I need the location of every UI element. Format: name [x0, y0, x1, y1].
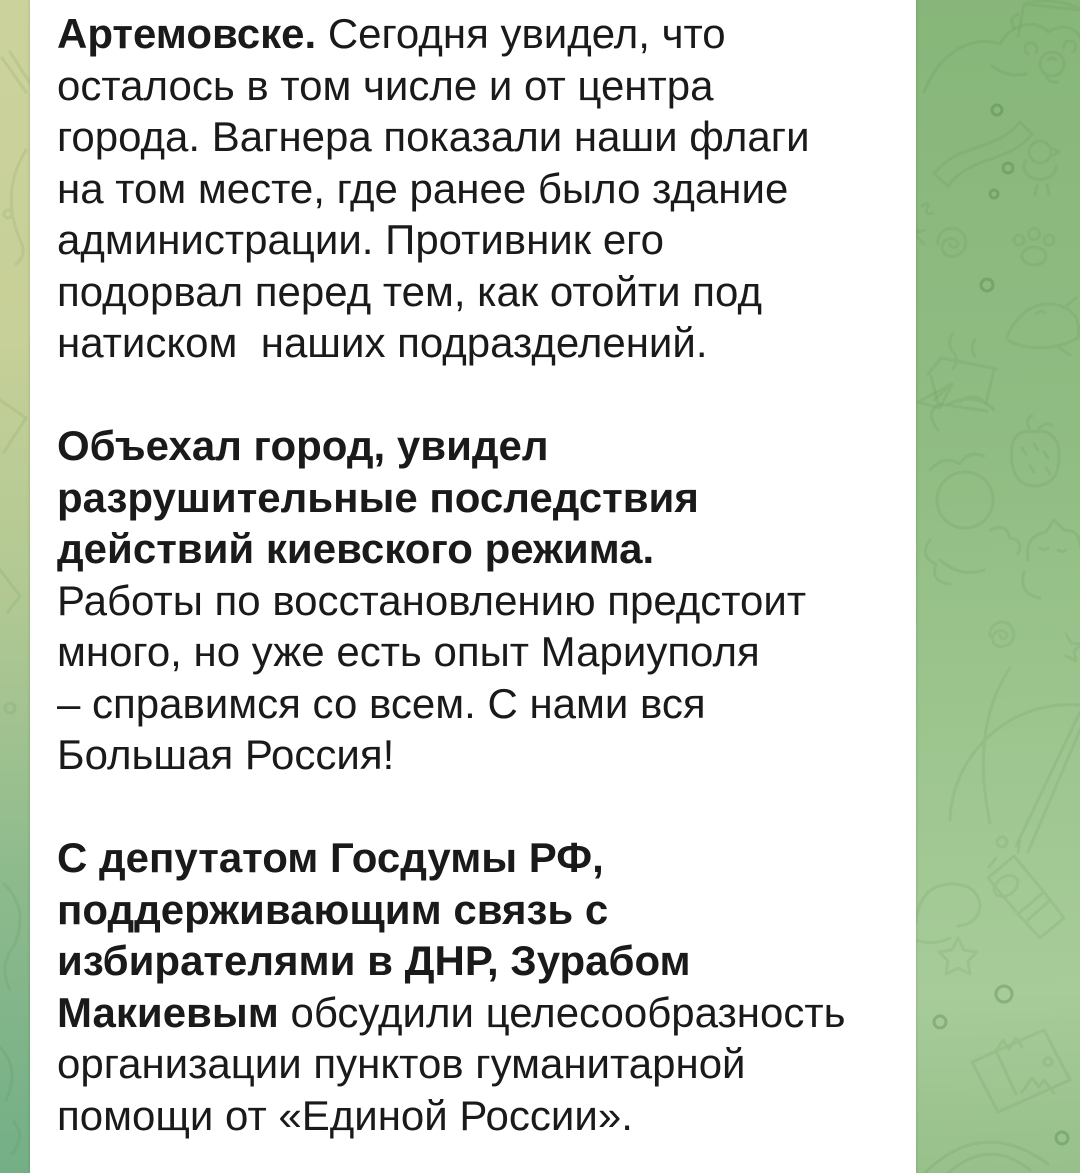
- doodle-circle-icon: [934, 1016, 946, 1028]
- doodle-rainbow-icon: [925, 1142, 1048, 1173]
- doodle-strawberry-icon: [1012, 416, 1060, 486]
- message-line: [57, 987, 886, 1039]
- doodle-circle-icon: [981, 279, 993, 291]
- text-segment: С депутатом Госдумы РФ,: [57, 834, 604, 881]
- doodle-circle-icon: [992, 105, 1002, 115]
- doodle-flashlight-icon: [988, 837, 1064, 938]
- doodle-chocolate-bar-icon: [972, 1030, 1070, 1112]
- doodle-cup-icon: [1012, 1, 1080, 36]
- message-line: [57, 1038, 886, 1090]
- doodle-chick-icon: [1024, 141, 1060, 195]
- text-segment: подорвал перед тем, как отойти под: [57, 267, 762, 315]
- message-line: [57, 523, 886, 575]
- doodle-steam-cup-icon: [928, 334, 997, 411]
- message-line: [57, 214, 886, 266]
- message-line: [57, 163, 886, 215]
- message-line: [57, 472, 886, 524]
- message-text: [30, 0, 916, 1141]
- doodle-spiral-icon: [938, 228, 966, 256]
- doodle-circle-icon: [996, 986, 1012, 1002]
- text-segment: разрушительные последствия: [57, 473, 699, 521]
- message-line: [57, 678, 886, 730]
- message-line: [57, 575, 886, 627]
- doodle-sleeping-cat-icon: [1023, 520, 1080, 598]
- message-line: [57, 626, 886, 678]
- message-line: [57, 420, 886, 472]
- doodle-paper-plane-icon: [918, 384, 952, 408]
- text-segment: осталось в том числе и от центра: [57, 61, 714, 109]
- text-segment: Большая Россия!: [57, 731, 395, 778]
- paragraph: [57, 8, 886, 369]
- doodle-star-icon: [939, 938, 977, 974]
- text-segment: обсудили целесообразность: [278, 988, 846, 1036]
- doodle-star-icon: [1066, 634, 1080, 661]
- message-line: [57, 8, 886, 60]
- doodle-balloon-icon: [950, 668, 1080, 852]
- message-line: [57, 832, 886, 884]
- doodle-fish-icon: [1007, 298, 1079, 355]
- message-line: [57, 1090, 886, 1142]
- message-line: [57, 884, 886, 936]
- doodle-paw-print-icon: [1014, 229, 1054, 266]
- text-segment: действий киевского режима.: [57, 525, 655, 572]
- message-line: [57, 729, 886, 781]
- doodle-circle-icon: [1003, 163, 1013, 173]
- message-line: [57, 60, 886, 112]
- doodle-watering-can-icon: [931, 397, 994, 430]
- text-segment: организации пунктов гуманитарной: [57, 1040, 746, 1087]
- text-segment: Макиевым: [57, 988, 279, 1036]
- message-line: [57, 266, 886, 318]
- text-segment: администрации. Противник его: [57, 216, 664, 263]
- doodle-elephant-icon: [916, 884, 980, 943]
- doodle-circle-icon: [1056, 1132, 1068, 1144]
- text-segment: города. Вагнера показали наши флаги: [57, 113, 810, 160]
- chat-wallpaper-left-strip: [0, 0, 30, 1173]
- doodle-circle-icon: [990, 190, 998, 198]
- text-segment: поддерживающим связь с: [57, 885, 609, 933]
- message-line: [57, 317, 886, 369]
- text-segment: избирателями в ДНР, Зурабом: [57, 937, 691, 984]
- text-segment: помощи от «Единой России».: [57, 1091, 633, 1139]
- text-segment: Артемовске.: [57, 10, 317, 57]
- text-segment: много, но уже есть опыт Мариуполя: [57, 628, 760, 675]
- paragraph: [57, 832, 886, 1141]
- message-bubble[interactable]: [30, 0, 916, 1173]
- text-segment: – справимся со всем. С нами вся: [57, 679, 706, 727]
- message-line: [57, 935, 886, 987]
- text-segment: Объехал город, увидел: [57, 422, 549, 469]
- text-segment: Сегодня увидел, что: [316, 10, 726, 57]
- text-segment: Работы по восстановлению предстоит: [57, 576, 807, 624]
- text-segment: на том месте, где ранее было здание: [57, 164, 789, 212]
- doodle-swoosh-ribbon-icon: [934, 122, 1032, 186]
- paragraph: [57, 420, 886, 781]
- doodle-swirl-icon: [990, 622, 1014, 647]
- doodle-dragon-icon: [925, 454, 1020, 584]
- message-line: [57, 111, 886, 163]
- doodle-cat-icon: [924, 24, 1080, 92]
- doodle-crab-icon: [1025, 41, 1076, 83]
- text-segment: натиском наших подразделений.: [57, 319, 708, 366]
